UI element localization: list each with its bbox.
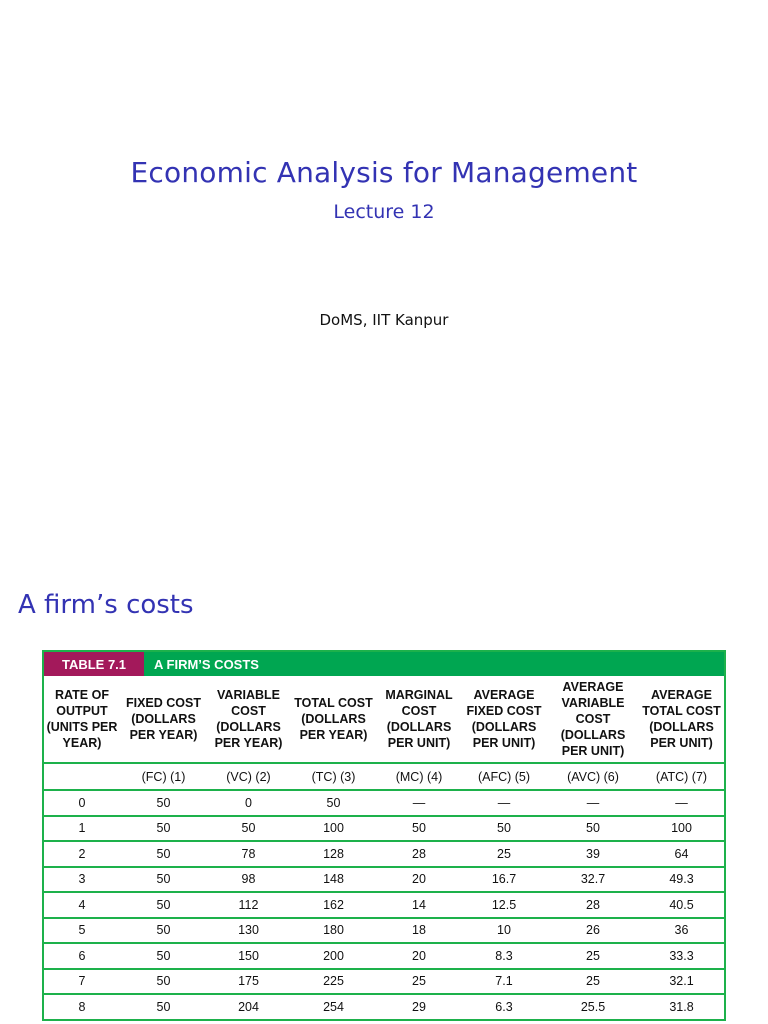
table-cell: 64 bbox=[639, 841, 724, 867]
table-cell: 25 bbox=[461, 841, 547, 867]
table-row bbox=[44, 943, 724, 969]
table-cell: 26 bbox=[547, 918, 639, 944]
table-cell: 4 bbox=[44, 892, 120, 918]
header-row bbox=[44, 676, 724, 763]
costs-data-table bbox=[44, 676, 724, 1021]
table-cell: — bbox=[547, 790, 639, 816]
table-cell: 7.1 bbox=[461, 969, 547, 995]
abbreviation-cell bbox=[44, 763, 120, 790]
table-cell: 31.8 bbox=[639, 994, 724, 1020]
column-header: AVERAGE VARIABLE COST (DOLLARS PER UNIT) bbox=[547, 676, 639, 763]
table-cell: 6 bbox=[44, 943, 120, 969]
table-cell: 148 bbox=[290, 867, 377, 893]
table-cell: 50 bbox=[120, 816, 207, 842]
table-row bbox=[44, 994, 724, 1020]
table-cell: 175 bbox=[207, 969, 290, 995]
table-cell: 8.3 bbox=[461, 943, 547, 969]
table-cell: 50 bbox=[120, 841, 207, 867]
table-cell: 0 bbox=[207, 790, 290, 816]
table-cell: 40.5 bbox=[639, 892, 724, 918]
table-cell: 25.5 bbox=[547, 994, 639, 1020]
table-row bbox=[44, 841, 724, 867]
table-row bbox=[44, 918, 724, 944]
column-header: TOTAL COST (DOLLARS PER YEAR) bbox=[290, 676, 377, 763]
table-cell: 50 bbox=[377, 816, 461, 842]
table-cell: 204 bbox=[207, 994, 290, 1020]
table-cell: 28 bbox=[547, 892, 639, 918]
table-cell: 32.7 bbox=[547, 867, 639, 893]
lecture-subtitle: Lecture 12 bbox=[333, 201, 435, 223]
table-cell: 25 bbox=[547, 969, 639, 995]
table-cell: 200 bbox=[290, 943, 377, 969]
table-cell: 18 bbox=[377, 918, 461, 944]
table-cell: 50 bbox=[120, 994, 207, 1020]
table-cell: 128 bbox=[290, 841, 377, 867]
table-cell: 39 bbox=[547, 841, 639, 867]
table-cell: 50 bbox=[461, 816, 547, 842]
table-cell: 1 bbox=[44, 816, 120, 842]
table-cell: 25 bbox=[377, 969, 461, 995]
frame-title: A firm’s costs bbox=[18, 590, 194, 620]
table-cell: 36 bbox=[639, 918, 724, 944]
table-cell: 32.1 bbox=[639, 969, 724, 995]
abbreviation-cell: (AVC) (6) bbox=[547, 763, 639, 790]
table-cell: 20 bbox=[377, 943, 461, 969]
table-cell: 49.3 bbox=[639, 867, 724, 893]
table-row bbox=[44, 816, 724, 842]
table-cell: 20 bbox=[377, 867, 461, 893]
table-cell: 16.7 bbox=[461, 867, 547, 893]
column-header: RATE OF OUTPUT (UNITS PER YEAR) bbox=[44, 676, 120, 763]
table-cell: 150 bbox=[207, 943, 290, 969]
table-cell: 180 bbox=[290, 918, 377, 944]
table-cell: 50 bbox=[120, 867, 207, 893]
table-cell: 100 bbox=[639, 816, 724, 842]
table-cell: 7 bbox=[44, 969, 120, 995]
table-cell: 50 bbox=[120, 943, 207, 969]
table-caption: A FIRM’S COSTS bbox=[154, 656, 259, 672]
abbreviation-cell: (TC) (3) bbox=[290, 763, 377, 790]
abbreviation-cell: (FC) (1) bbox=[120, 763, 207, 790]
table-cell: 50 bbox=[120, 918, 207, 944]
table-row bbox=[44, 969, 724, 995]
table-cell: 112 bbox=[207, 892, 290, 918]
costs-table bbox=[42, 650, 726, 1021]
presentation-title: Economic Analysis for Management bbox=[130, 156, 638, 189]
table-cell: 28 bbox=[377, 841, 461, 867]
column-header: VARIABLE COST (DOLLARS PER YEAR) bbox=[207, 676, 290, 763]
table-cell: 225 bbox=[290, 969, 377, 995]
table-cell: 12.5 bbox=[461, 892, 547, 918]
table-row bbox=[44, 867, 724, 893]
table-cell: 0 bbox=[44, 790, 120, 816]
author-affiliation: DoMS, IIT Kanpur bbox=[319, 311, 449, 329]
table-cell: 8 bbox=[44, 994, 120, 1020]
abbreviation-cell: (ATC) (7) bbox=[639, 763, 724, 790]
abbreviation-cell: (VC) (2) bbox=[207, 763, 290, 790]
table-row bbox=[44, 790, 724, 816]
table-cell: 162 bbox=[290, 892, 377, 918]
table-cell: 3 bbox=[44, 867, 120, 893]
abbreviation-row bbox=[44, 763, 724, 790]
table-cell: — bbox=[377, 790, 461, 816]
table-cell: 50 bbox=[547, 816, 639, 842]
column-header: FIXED COST (DOLLARS PER YEAR) bbox=[120, 676, 207, 763]
table-cell: 78 bbox=[207, 841, 290, 867]
table-number: TABLE 7.1 bbox=[44, 652, 144, 676]
table-cell: — bbox=[639, 790, 724, 816]
table-cell: 5 bbox=[44, 918, 120, 944]
table-cell: 10 bbox=[461, 918, 547, 944]
table-cell: 50 bbox=[207, 816, 290, 842]
column-header: AVERAGE TOTAL COST (DOLLARS PER UNIT) bbox=[639, 676, 724, 763]
table-cell: 100 bbox=[290, 816, 377, 842]
table-cell: 6.3 bbox=[461, 994, 547, 1020]
column-header: MARGINAL COST (DOLLARS PER UNIT) bbox=[377, 676, 461, 763]
table-cell: 50 bbox=[290, 790, 377, 816]
table-cell: 25 bbox=[547, 943, 639, 969]
table-cell: 33.3 bbox=[639, 943, 724, 969]
table-cell: 14 bbox=[377, 892, 461, 918]
table-banner bbox=[44, 652, 724, 676]
table-cell: 50 bbox=[120, 969, 207, 995]
table-cell: 130 bbox=[207, 918, 290, 944]
column-header: AVERAGE FIXED COST (DOLLARS PER UNIT) bbox=[461, 676, 547, 763]
abbreviation-cell: (MC) (4) bbox=[377, 763, 461, 790]
table-cell: 98 bbox=[207, 867, 290, 893]
table-cell: — bbox=[461, 790, 547, 816]
table-cell: 254 bbox=[290, 994, 377, 1020]
table-row bbox=[44, 892, 724, 918]
table-cell: 50 bbox=[120, 790, 207, 816]
table-cell: 2 bbox=[44, 841, 120, 867]
table-cell: 50 bbox=[120, 892, 207, 918]
table-cell: 29 bbox=[377, 994, 461, 1020]
abbreviation-cell: (AFC) (5) bbox=[461, 763, 547, 790]
